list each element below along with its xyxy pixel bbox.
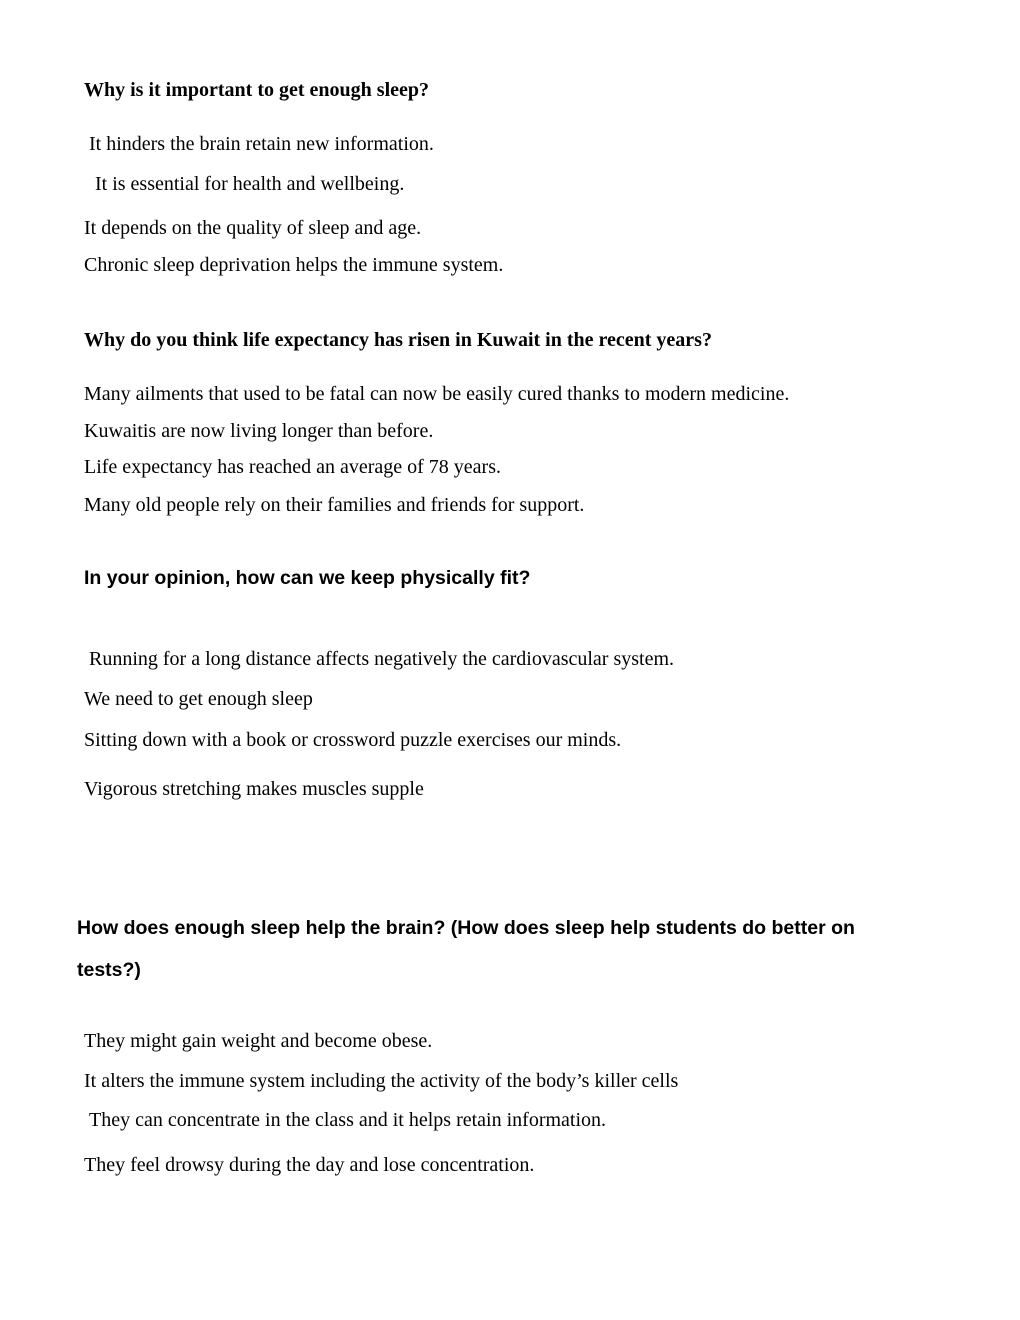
answer-4-1: They might gain weight and become obese. [84,1030,433,1052]
answer-2-1: Many ailments that used to be fatal can now be easily cured thanks to modern medicine. [84,383,790,405]
question-1: Why is it important to get enough sleep? [84,79,429,101]
answer-3-1: Running for a long distance affects negatively the cardiovascular system. [89,648,674,670]
answer-1-1: It hinders the brain retain new information. [89,133,434,155]
answer-3-2: We need to get enough sleep [84,688,313,710]
question-block-2 [84,326,930,519]
answer-4-2: It alters the immune system including the activity of the body’s killer cells [84,1070,679,1092]
answer-3-4: Vigorous stretching makes muscles supple [84,778,424,800]
answer-3-3: Sitting down with a book or crossword puzzle exercises our minds. [84,729,622,751]
answer-2-2: Kuwaitis are now living longer than before. [84,420,434,442]
answer-1-4: Chronic sleep deprivation helps the immune system. [84,254,504,276]
answer-1-2: It is essential for health and wellbeing. [95,173,405,195]
answer-4-4: They feel drowsy during the day and lose concentration. [84,1154,535,1176]
answer-1-3: It depends on the quality of sleep and age. [84,217,422,239]
question-2: Why do you think life expectancy has risen in Kuwait in the recent years? [84,329,712,351]
answer-2-4: Many old people rely on their families and friends for support. [84,494,585,516]
answer-4-3: They can concentrate in the class and it helps retain information. [89,1109,607,1131]
question-4: How does enough sleep help the brain? (How does sleep help students do better on tests?) [77,917,855,981]
question-block-4 [77,907,930,1179]
question-block-3 [84,564,930,803]
question-3: In your opinion, how can we keep physically fit? [84,567,531,589]
question-block-1 [84,76,930,279]
answer-2-3: Life expectancy has reached an average of 78 years. [84,456,501,478]
